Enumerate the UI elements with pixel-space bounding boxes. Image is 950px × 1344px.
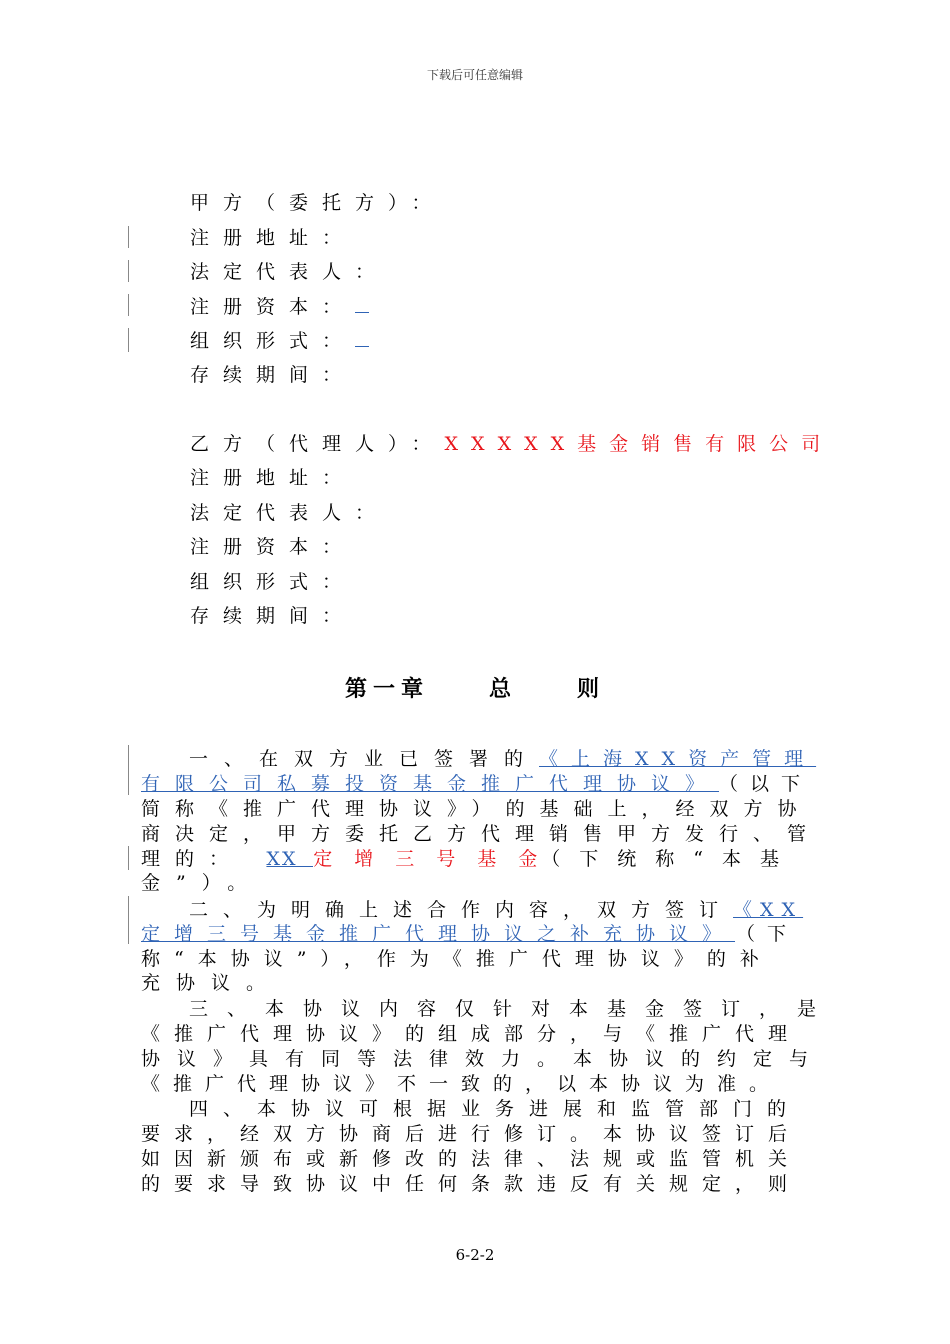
- party-a-rep: 法定代表人：: [190, 261, 389, 283]
- revision-bar: [128, 226, 129, 248]
- para-1-line-6: 金”）。: [141, 872, 263, 894]
- blank-underline: [355, 330, 369, 347]
- para-2-line-4: 充协议。: [141, 972, 282, 994]
- para-1-line-5: 理的： XX 定增三号基金 （下统称“本基: [141, 848, 798, 870]
- chapter-heading: 第一章 总 则: [344, 677, 606, 702]
- page-number: 6-2-2: [455, 1246, 495, 1264]
- party-b-address: 注册地址：: [190, 467, 356, 489]
- party-a-term: 存续期间：: [190, 364, 356, 386]
- party-a-address: 注册地址：: [190, 227, 356, 249]
- para-4-line-4: 的要求导致协议中任何条款违反有关规定，则: [141, 1173, 802, 1195]
- party-b-title: 乙方（代理人）：XXXXX基金销售有限公司: [190, 433, 834, 455]
- party-b-form: 组织形式：: [190, 571, 356, 593]
- party-a-form: 组织形式：: [190, 330, 369, 352]
- party-b-capital: 注册资本：: [190, 536, 356, 558]
- revision-bar: [128, 260, 129, 282]
- revision-bar: [128, 896, 129, 944]
- para-3-line-2: 《推广代理协议》的组成部分，与《推广代理: [141, 1023, 802, 1045]
- para-1-line-1: 一、在双方业已签署的 《上海XX资产管理: [189, 748, 817, 770]
- revision-bar: [128, 846, 129, 870]
- revision-bar: [128, 328, 129, 352]
- para-1-line-2: 有限公司私募投资基金推广代理协议》 （以下: [141, 773, 813, 795]
- revision-bar: [128, 294, 129, 316]
- blank-underline: [355, 296, 369, 313]
- revision-bar: [128, 745, 129, 795]
- para-4-line-3: 如因新颁布或新修改的法律、法规或监管机关: [141, 1148, 802, 1170]
- para-2-line-1: 二、为明确上述合作内容，双方签订 《XX: [189, 899, 804, 921]
- para-2-line-2: 定增三号基金推广代理协议之补充协议》 （下: [141, 923, 798, 945]
- para-3-line-3: 协议》具有同等法律效力。本协议的约定与: [141, 1048, 826, 1070]
- party-a-title: 甲方（委托方）：: [190, 192, 445, 214]
- party-a-capital: 注册资本：: [190, 296, 369, 318]
- para-2-line-3: 称“本协议”），作为《推广代理协议》的补: [141, 948, 773, 970]
- page-header: 下载后可任意编辑: [426, 68, 523, 82]
- para-3-line-1: 三、本协议内容仅针对本基金签订，是: [189, 998, 836, 1020]
- party-b-company: XXXXX基金销售有限公司: [444, 433, 834, 455]
- para-1-line-4: 商决定，甲方委托乙方代理销售甲方发行、管: [141, 823, 822, 845]
- party-b-term: 存续期间：: [190, 605, 356, 627]
- party-b-rep: 法定代表人：: [190, 502, 389, 524]
- para-3-line-4: 《推广代理协议》不一致的，以本协议为准。: [141, 1073, 782, 1095]
- para-1-line-3: 简称《推广代理协议》）的基础上，经双方协: [141, 798, 812, 820]
- para-4-line-2: 要求，经双方协商后进行修订。本协议签订后: [141, 1123, 802, 1145]
- para-4-line-1: 四、本协议可根据业务进展和监管部门的: [189, 1098, 802, 1120]
